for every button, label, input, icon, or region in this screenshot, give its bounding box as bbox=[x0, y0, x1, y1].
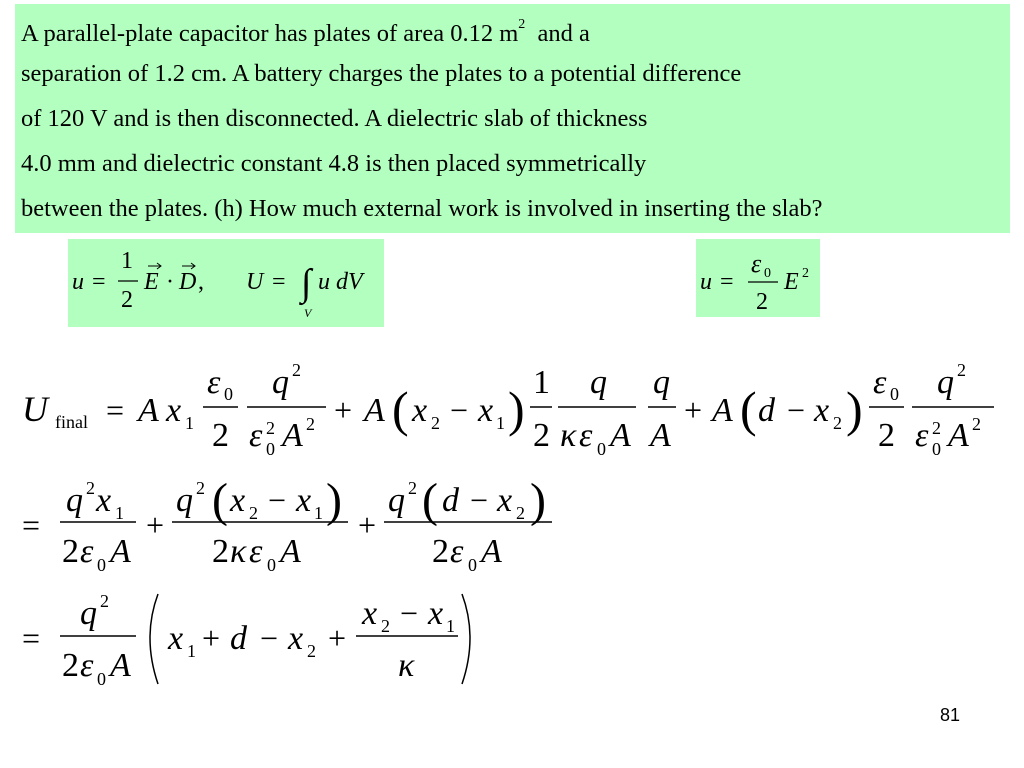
var-A: A bbox=[280, 533, 301, 570]
exponent-2: 2 bbox=[932, 418, 941, 438]
derivation-line-3 bbox=[22, 591, 470, 689]
plus-sign: + bbox=[358, 507, 377, 543]
var-x1: x bbox=[168, 620, 184, 657]
var-x2: x bbox=[288, 620, 304, 657]
numerator-1: 1 bbox=[533, 364, 550, 401]
epsilon: ε bbox=[450, 533, 464, 570]
var-A: A bbox=[364, 392, 385, 429]
exponent-2: 2 bbox=[266, 418, 275, 438]
exponent-2: 2 bbox=[306, 414, 315, 434]
var-A: A bbox=[948, 417, 969, 454]
subscript-0: 0 bbox=[932, 439, 941, 459]
var-A: A bbox=[712, 392, 733, 429]
subscript-1: 1 bbox=[185, 413, 194, 433]
var-x2: x bbox=[230, 482, 246, 519]
equals-sign: = bbox=[720, 269, 734, 295]
subscript-0: 0 bbox=[97, 555, 106, 575]
big-right-paren bbox=[462, 594, 470, 684]
var-x2: x bbox=[412, 392, 428, 429]
epsilon: ε bbox=[249, 417, 263, 454]
denominator-2: 2 bbox=[878, 417, 895, 454]
var-u: u bbox=[72, 269, 84, 295]
var-q: q bbox=[176, 482, 193, 519]
subscript-2: 2 bbox=[516, 503, 525, 523]
epsilon: ε bbox=[80, 647, 94, 684]
dot-operator: · bbox=[166, 269, 174, 295]
subscript-1: 1 bbox=[187, 641, 196, 661]
exponent-2: 2 bbox=[86, 478, 95, 498]
right-paren: ) bbox=[846, 381, 863, 437]
equals-sign: = bbox=[22, 620, 41, 656]
epsilon: ε bbox=[207, 364, 221, 401]
left-paren: ( bbox=[422, 474, 438, 527]
coefficient-2: 2 bbox=[62, 533, 79, 570]
var-x2: x bbox=[814, 392, 830, 429]
subscript-0: 0 bbox=[224, 384, 233, 404]
derivation-line-1 bbox=[22, 360, 994, 459]
subscript-0: 0 bbox=[890, 384, 899, 404]
problem-line-2: separation of 1.2 cm. A battery charges the plates to a potential difference bbox=[21, 60, 742, 87]
frac-denominator: 2 bbox=[756, 289, 768, 315]
var-q: q bbox=[66, 482, 83, 519]
derivation-line-2 bbox=[22, 474, 552, 575]
equals-sign: = bbox=[106, 392, 125, 428]
right-paren: ) bbox=[326, 474, 342, 527]
var-A: A bbox=[110, 533, 131, 570]
subscript-1: 1 bbox=[115, 503, 124, 523]
var-x1: x bbox=[166, 392, 182, 429]
var-d: d bbox=[758, 392, 775, 429]
coefficient-2: 2 bbox=[62, 647, 79, 684]
subscript-1: 1 bbox=[446, 616, 455, 636]
var-U: U bbox=[22, 389, 48, 429]
var-A: A bbox=[110, 647, 131, 684]
var-U: U bbox=[246, 269, 264, 295]
exponent-2: 2 bbox=[957, 360, 966, 380]
subscript-2: 2 bbox=[381, 616, 390, 636]
big-left-paren bbox=[150, 594, 158, 684]
area-exponent: 2 bbox=[518, 17, 526, 32]
equals-sign-2: = bbox=[272, 269, 286, 295]
page-number: 81 bbox=[940, 705, 961, 725]
var-A: A bbox=[610, 417, 631, 454]
subscript-2: 2 bbox=[431, 413, 440, 433]
subscript-2: 2 bbox=[833, 413, 842, 433]
minus-sign: − bbox=[268, 482, 287, 518]
integral-limit: V bbox=[304, 306, 312, 320]
var-x1: x bbox=[96, 482, 112, 519]
subscript-0: 0 bbox=[597, 439, 606, 459]
exponent-2: 2 bbox=[972, 414, 981, 434]
left-paren: ( bbox=[212, 474, 228, 527]
plus-sign: + bbox=[202, 620, 221, 656]
exponent-2: 2 bbox=[292, 360, 301, 380]
exponent-2: 2 bbox=[802, 266, 809, 281]
problem-line-1-text: A parallel-plate capacitor has plates of area 0.12 m bbox=[21, 20, 519, 48]
epsilon-subscript: 0 bbox=[764, 266, 771, 281]
plus-sign: + bbox=[328, 620, 347, 656]
right-paren: ) bbox=[508, 381, 525, 437]
var-q: q bbox=[80, 595, 97, 632]
left-paren: ( bbox=[740, 381, 757, 437]
var-d: d bbox=[442, 482, 459, 519]
plus-sign: + bbox=[334, 392, 353, 428]
minus-sign: − bbox=[787, 392, 806, 428]
minus-sign: − bbox=[400, 595, 419, 631]
kappa: κ bbox=[398, 647, 415, 684]
integrand: u dV bbox=[318, 269, 363, 295]
subscript-1: 1 bbox=[314, 503, 323, 523]
minus-sign: − bbox=[470, 482, 489, 518]
subscript-0: 0 bbox=[97, 669, 106, 689]
var-A: A bbox=[650, 417, 671, 454]
var-q: q bbox=[653, 364, 670, 401]
var-x1: x bbox=[296, 482, 312, 519]
epsilon: ε bbox=[249, 533, 263, 570]
coefficient-2: 2 bbox=[212, 533, 229, 570]
var-q: q bbox=[272, 364, 289, 401]
equals-sign: = bbox=[92, 269, 106, 295]
problem-line-3: of 120 V and is then disconnected. A dielectric slab of thickness bbox=[21, 105, 648, 132]
var-A: A bbox=[282, 417, 303, 454]
equals-sign: = bbox=[22, 507, 41, 543]
subscript-final: final bbox=[55, 412, 88, 432]
subscript-0: 0 bbox=[267, 555, 276, 575]
var-x1: x bbox=[478, 392, 494, 429]
problem-line-5: between the plates. (h) How much external work is involved in inserting the slab? bbox=[21, 195, 823, 222]
exponent-2: 2 bbox=[100, 591, 109, 611]
epsilon: ε bbox=[915, 417, 929, 454]
epsilon: ε bbox=[751, 249, 762, 278]
problem-line-1-tail: and a bbox=[537, 20, 590, 48]
exponent-2: 2 bbox=[408, 478, 417, 498]
minus-sign: − bbox=[260, 620, 279, 656]
subscript-2: 2 bbox=[249, 503, 258, 523]
plus-sign: + bbox=[684, 392, 703, 428]
exponent-2: 2 bbox=[196, 478, 205, 498]
var-E: E bbox=[784, 269, 799, 295]
frac-denominator: 2 bbox=[121, 287, 133, 313]
subscript-1: 1 bbox=[496, 413, 505, 433]
subscript-2: 2 bbox=[307, 641, 316, 661]
var-A: A bbox=[138, 392, 159, 429]
right-paren: ) bbox=[530, 474, 546, 527]
plus-sign: + bbox=[146, 507, 165, 543]
var-q: q bbox=[388, 482, 405, 519]
var-x1: x bbox=[428, 595, 444, 632]
denominator-2: 2 bbox=[212, 417, 229, 454]
var-x2: x bbox=[362, 595, 378, 632]
kappa: κ bbox=[560, 417, 577, 454]
epsilon: ε bbox=[80, 533, 94, 570]
coefficient-2: 2 bbox=[432, 533, 449, 570]
epsilon: ε bbox=[579, 417, 593, 454]
minus-sign: − bbox=[450, 392, 469, 428]
left-paren: ( bbox=[392, 381, 409, 437]
subscript-0: 0 bbox=[468, 555, 477, 575]
var-A: A bbox=[481, 533, 502, 570]
comma: , bbox=[198, 269, 204, 295]
var-q: q bbox=[590, 364, 607, 401]
var-d: d bbox=[230, 620, 247, 657]
kappa: κ bbox=[230, 533, 247, 570]
var-x2: x bbox=[497, 482, 513, 519]
var-q: q bbox=[937, 364, 954, 401]
epsilon: ε bbox=[873, 364, 887, 401]
var-E: E bbox=[144, 269, 159, 295]
denominator-2: 2 bbox=[533, 417, 550, 454]
subscript-0: 0 bbox=[266, 439, 275, 459]
var-u: u bbox=[700, 269, 712, 295]
problem-line-4: 4.0 mm and dielectric constant 4.8 is then placed symmetrically bbox=[21, 150, 647, 177]
integral-sign: ∫ bbox=[301, 262, 312, 304]
frac-numerator: 1 bbox=[121, 248, 133, 274]
var-D: D bbox=[179, 269, 197, 295]
